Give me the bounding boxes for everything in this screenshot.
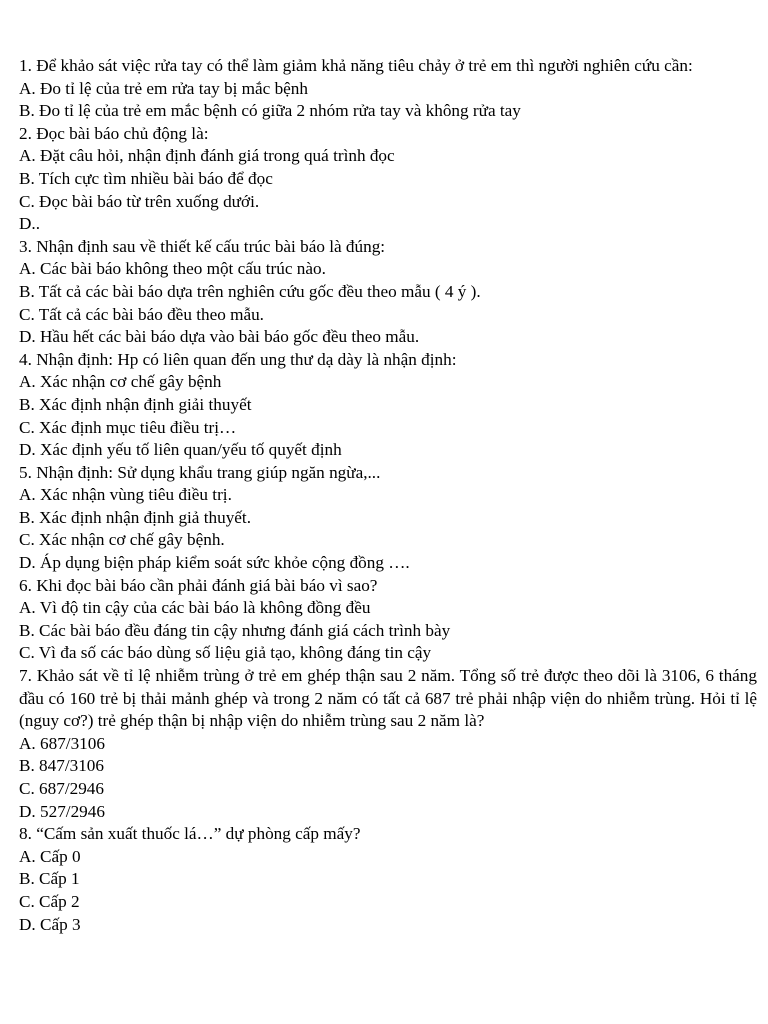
answer-option: B. Xác định nhận định giải thuyết <box>19 394 252 414</box>
answer-option: A. Đo tỉ lệ của trẻ em rửa tay bị mắc bệnh <box>19 78 308 98</box>
question-6 <box>19 575 757 665</box>
question-text: 6. Khi đọc bài báo cần phải đánh giá bài báo vì sao? <box>19 575 378 595</box>
answer-option: B. Các bài báo đều đáng tin cậy nhưng đánh giá cách trình bày <box>19 620 451 640</box>
question-text: 3. Nhận định sau về thiết kế cấu trúc bài báo là đúng: <box>19 236 386 256</box>
question-text: 7. Khảo sát về tỉ lệ nhiễm trùng ở trẻ em ghép thận sau 2 năm. Tổng số trẻ được theo dõi là 3106, 6 tháng đầu có 160 trẻ bị thải mảnh ghép và trong 2 năm có tất cả 687 trẻ phải nhập viện do nhiễm trùng. Hỏi tỉ lệ (nguy cơ?) trẻ ghép thận bị nhập viện do nhiễm trùng sau 2 năm là? <box>19 666 757 731</box>
question-4 <box>19 349 757 462</box>
answer-option: D. Xác định yếu tố liên quan/yếu tố quyết định <box>19 440 342 460</box>
question-text: 2. Đọc bài báo chủ động là: <box>19 123 209 143</box>
answer-option: B. 847/3106 <box>19 756 104 776</box>
answer-option: C. Tất cả các bài báo đều theo mẫu. <box>19 304 264 324</box>
answer-option: C. Đọc bài báo từ trên xuống dưới. <box>19 191 260 211</box>
answer-option: B. Cấp 1 <box>19 869 80 889</box>
answer-option: D. Cấp 3 <box>19 914 81 934</box>
answer-option: C. Xác nhận cơ chế gây bệnh. <box>19 530 225 550</box>
answer-option: D. Áp dụng biện pháp kiểm soát sức khỏe cộng đồng …. <box>19 553 410 573</box>
question-7 <box>19 665 757 823</box>
answer-option: C. Vì đa số các báo dùng số liệu giả tạo, không đáng tin cậy <box>19 643 432 663</box>
question-text: 4. Nhận định: Hp có liên quan đến ung thư dạ dày là nhận định: <box>19 349 457 369</box>
answer-option: A. Đặt câu hỏi, nhận định đánh giá trong quá trình đọc <box>19 146 395 166</box>
question-text: 8. “Cấm sản xuất thuốc lá…” dự phòng cấp mấy? <box>19 824 361 844</box>
answer-option: A. Vì độ tin cậy của các bài báo là không đồng đều <box>19 598 371 618</box>
answer-option: A. Các bài báo không theo một cấu trúc nào. <box>19 259 326 279</box>
answer-option: C. 687/2946 <box>19 779 104 798</box>
answer-option: C. Xác định mục tiêu điều trị… <box>19 417 237 437</box>
question-1 <box>19 55 757 123</box>
answer-option: D. Hầu hết các bài báo dựa vào bài báo gốc đều theo mẫu. <box>19 327 420 347</box>
answer-option: B. Xác định nhận định giả thuyết. <box>19 507 251 527</box>
question-2 <box>19 123 757 236</box>
answer-option: B. Tích cực tìm nhiều bài báo để đọc <box>19 168 273 188</box>
document-page <box>19 55 757 936</box>
answer-option: A. Xác nhận vùng tiêu điều trị. <box>19 485 232 505</box>
answer-option: C. Cấp 2 <box>19 891 80 911</box>
answer-option: D.. <box>19 214 41 234</box>
answer-option: D. 527/2946 <box>19 801 105 821</box>
answer-option: B. Đo tỉ lệ của trẻ em mắc bệnh có giữa 2 nhóm rửa tay và không rửa tay <box>19 101 521 121</box>
answer-option: B. Tất cả các bài báo dựa trên nghiên cứu gốc đều theo mẫu ( 4 ý ). <box>19 281 481 301</box>
answer-option: A. Cấp 0 <box>19 846 81 866</box>
question-3 <box>19 236 757 349</box>
question-text: 1. Để khảo sát việc rửa tay có thể làm giảm khả năng tiêu chảy ở trẻ em thì người nghiên cứu cần: <box>19 56 693 75</box>
question-5 <box>19 462 757 575</box>
answer-option: A. Xác nhận cơ chế gây bệnh <box>19 372 222 392</box>
question-8 <box>19 823 757 936</box>
answer-option: A. 687/3106 <box>19 733 105 753</box>
question-text: 5. Nhận định: Sử dụng khẩu trang giúp ngăn ngừa,... <box>19 462 381 482</box>
